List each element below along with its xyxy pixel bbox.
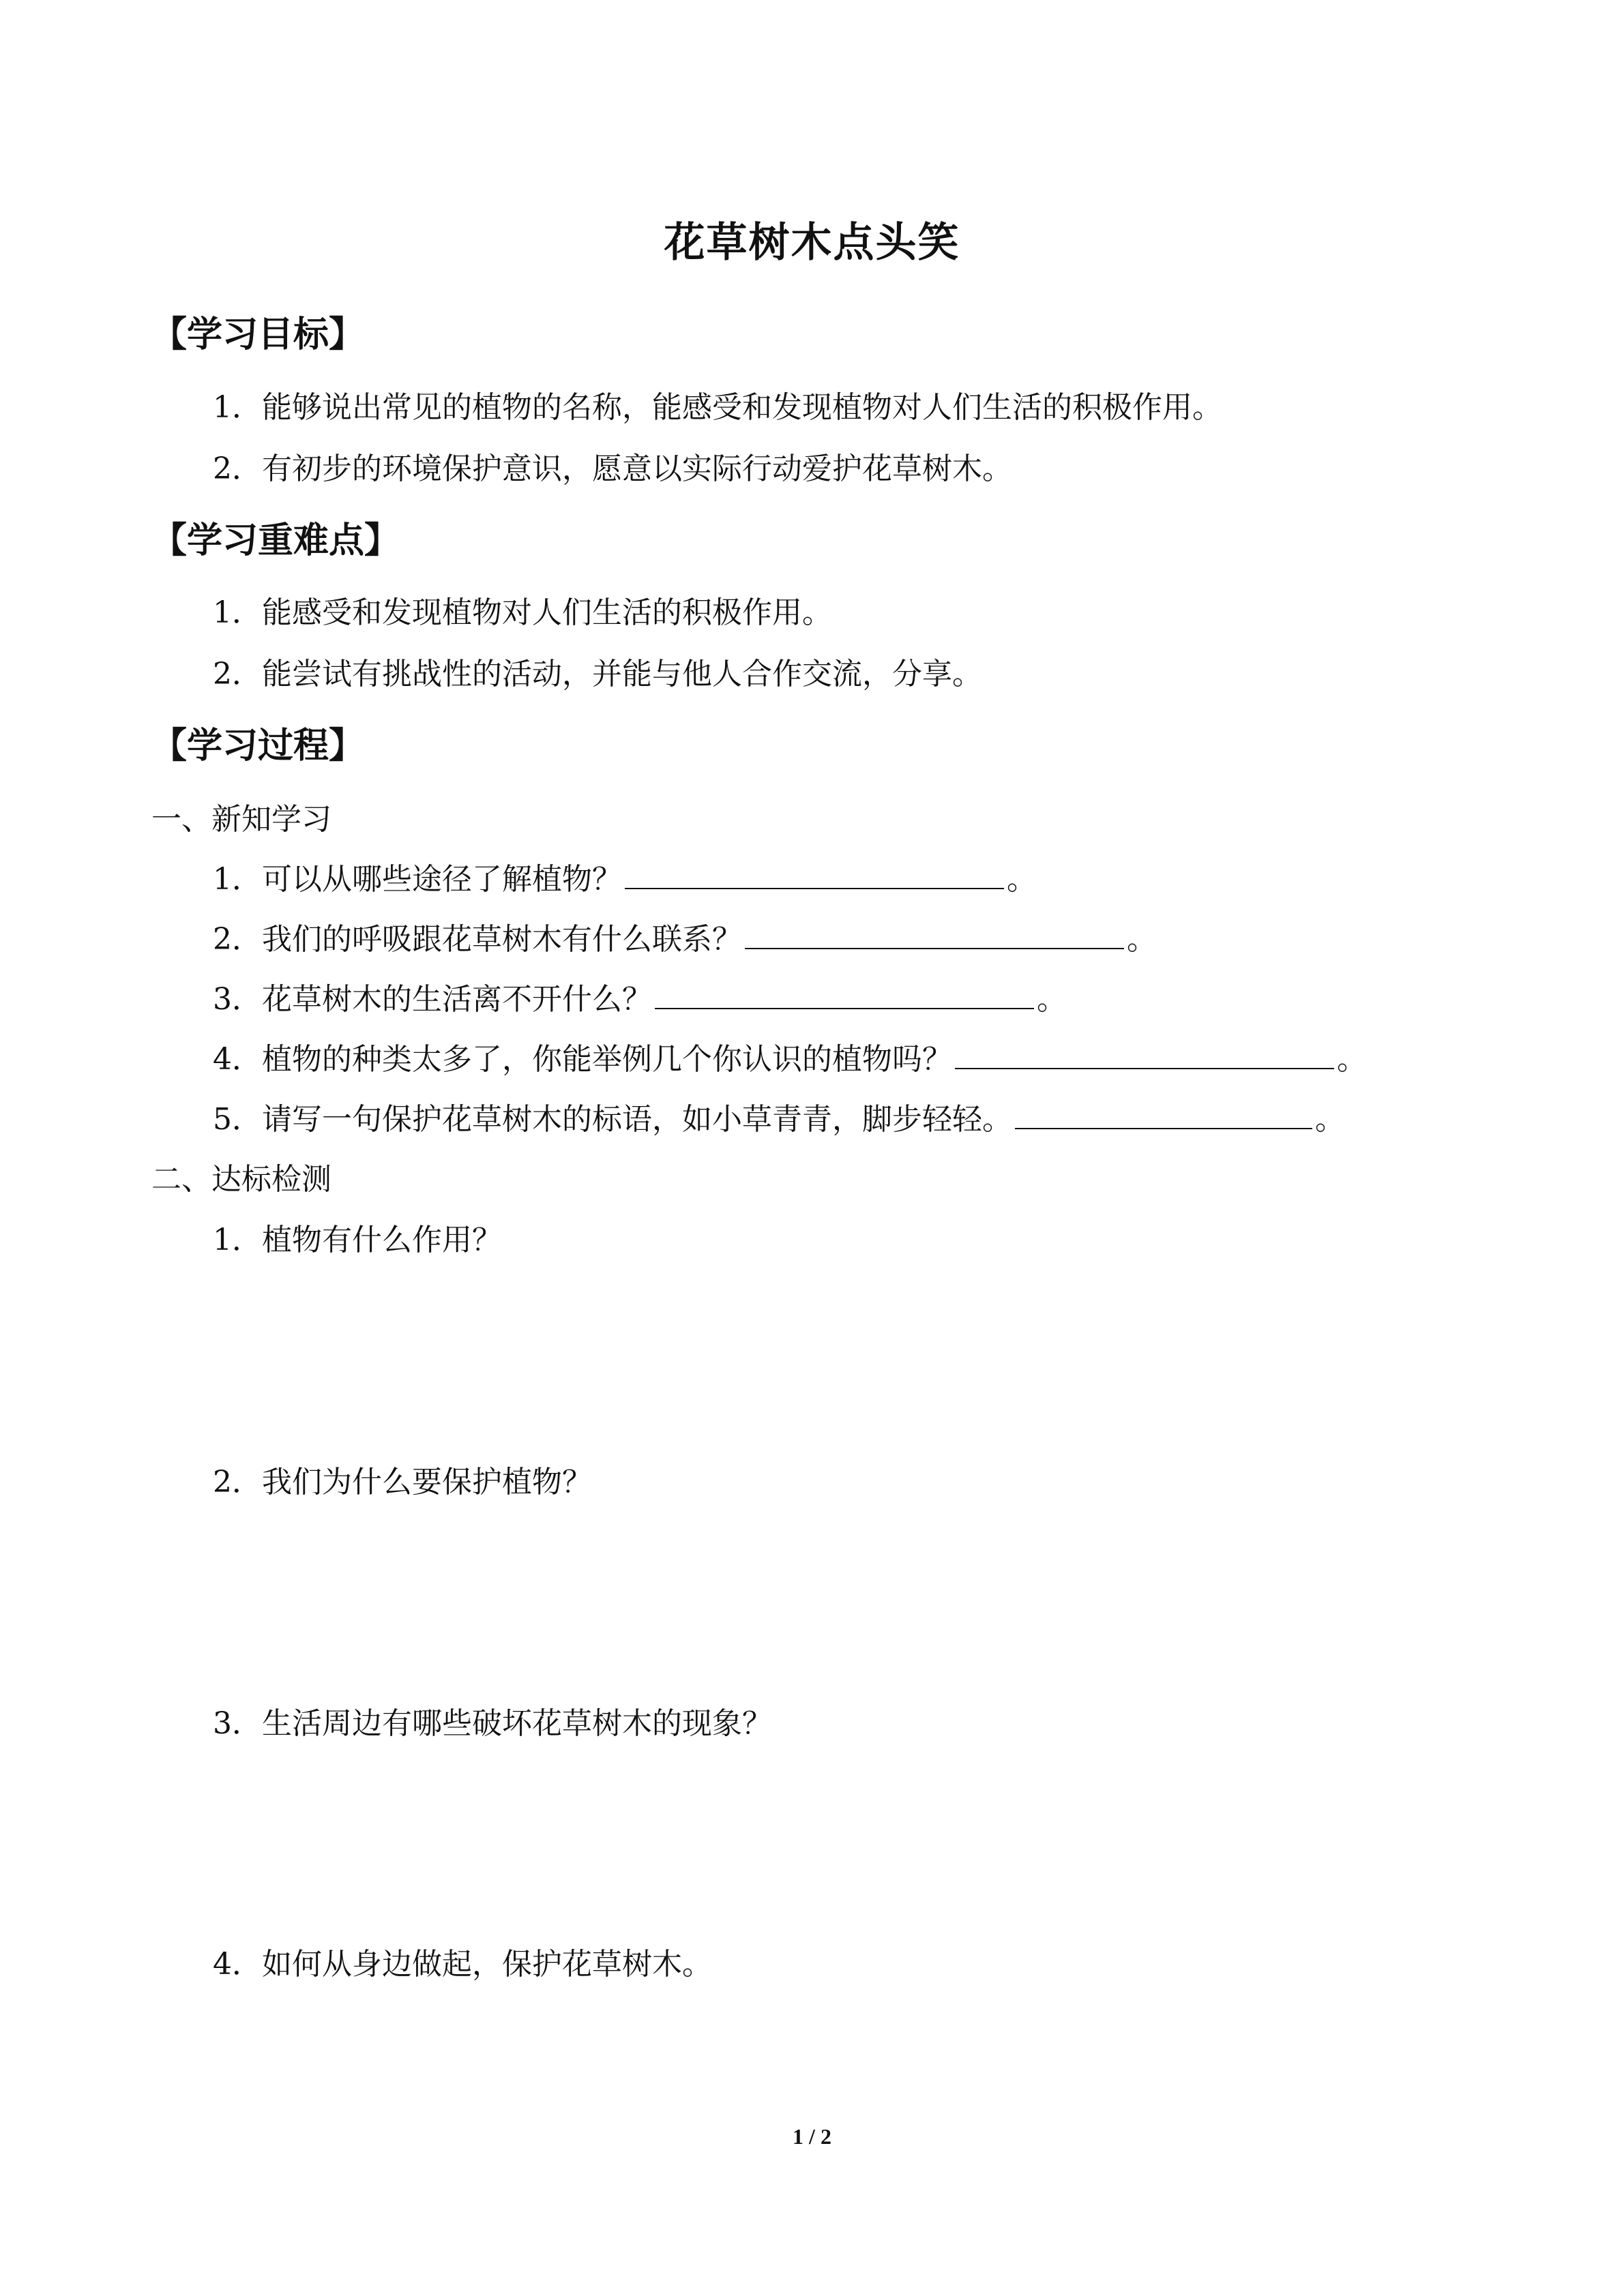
- question-text: 4．植物的种类太多了，你能举例几个你认识的植物吗？: [213, 1042, 952, 1077]
- goal-item-2: 2．有初步的环境保护意识，愿意以实际行动爱护花草树木。: [213, 451, 1012, 486]
- goals-heading: 【学习目标】: [151, 314, 365, 355]
- answer-blank[interactable]: [955, 1067, 1334, 1069]
- question-end: 。: [1337, 1042, 1367, 1077]
- question-text: 3．花草树木的生活离不开什么？: [213, 982, 652, 1017]
- question-text: 5．请写一句保护花草树木的标语，如小草青青，脚步轻轻。: [213, 1102, 1012, 1137]
- process-heading: 【学习过程】: [151, 726, 365, 766]
- question-row: [213, 862, 1037, 897]
- answer-blank[interactable]: [1015, 1127, 1312, 1129]
- page-title: 花草树木点头笑: [664, 219, 960, 267]
- page-number: 1 / 2: [793, 2124, 831, 2149]
- answer-blank[interactable]: [625, 887, 1004, 889]
- part1-heading: 一、新知学习: [151, 802, 331, 837]
- question-row: [213, 1102, 1345, 1137]
- key-point-item-2: 2．能尝试有挑战性的活动，并能与他人合作交流，分享。: [213, 657, 982, 691]
- answer-blank[interactable]: [745, 947, 1124, 949]
- part2-heading: 二、达标检测: [151, 1162, 331, 1197]
- question-text: 2．我们的呼吸跟花草树木有什么联系？: [213, 922, 742, 957]
- question-end: 。: [1315, 1102, 1345, 1137]
- question-row: [213, 1042, 1367, 1077]
- answer-blank[interactable]: [655, 1007, 1034, 1009]
- check-question-2: 2．我们为什么要保护植物？: [213, 1465, 592, 1500]
- question-row: [213, 982, 1067, 1017]
- question-end: 。: [1127, 922, 1157, 957]
- check-question-1: 1．植物有什么作用？: [213, 1223, 502, 1257]
- question-row: [213, 922, 1157, 957]
- goal-item-1: 1．能够说出常见的植物的名称，能感受和发现植物对人们生活的积极作用。: [213, 390, 1222, 425]
- question-end: 。: [1007, 862, 1037, 897]
- key-points-heading: 【学习重难点】: [151, 520, 400, 561]
- check-question-3: 3．生活周边有哪些破坏花草树木的现象？: [213, 1706, 772, 1741]
- check-question-4: 4．如何从身边做起，保护花草树木。: [213, 1947, 712, 1982]
- question-end: 。: [1037, 982, 1067, 1017]
- key-point-item-1: 1．能感受和发现植物对人们生活的积极作用。: [213, 595, 832, 630]
- question-text: 1．可以从哪些途径了解植物？: [213, 862, 622, 897]
